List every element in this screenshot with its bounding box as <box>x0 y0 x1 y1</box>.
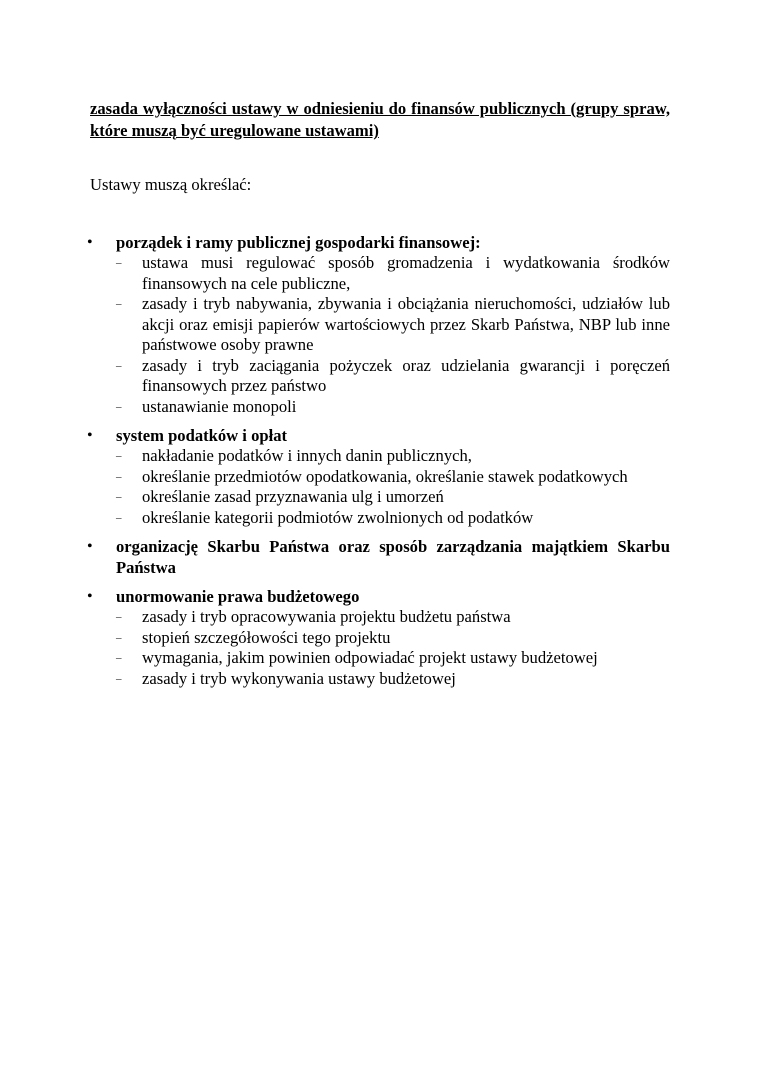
bullet-icon: • <box>87 588 93 605</box>
list-item <box>116 446 670 467</box>
dash-icon: – <box>116 450 122 462</box>
dash-icon: – <box>116 298 122 310</box>
list-item-text: wymagania, jakim powinien odpowiadać projekt ustawy budżetowej <box>142 648 598 667</box>
bullet-icon: • <box>87 538 93 555</box>
list-item-text: określanie przedmiotów opodatkowania, określanie stawek podatkowych <box>142 466 628 486</box>
dash-icon: – <box>116 257 122 269</box>
list-item <box>116 607 670 628</box>
list-item-text: określanie zasad przyznawania ulg i umorzeń <box>142 487 444 506</box>
dash-icon: – <box>116 491 122 503</box>
section-4 <box>0 586 670 689</box>
dash-icon: – <box>116 631 122 644</box>
list-item-text: zasady i tryb opracowywania projektu budżetu państwa <box>142 607 511 626</box>
list-item-text: zasady i tryb nabywania, zbywania i obciążania nieruchomości, udziałów lub akcji oraz emisji papierów wartościowych przez Skarb Państwa, NBP lub inne państwowe osoby prawne <box>142 294 670 354</box>
section-heading: system podatków i opłat <box>116 426 288 445</box>
list-item <box>116 648 670 669</box>
list-item <box>116 669 670 690</box>
list-item <box>116 628 670 649</box>
dash-icon: – <box>116 611 122 623</box>
section-items <box>116 253 670 417</box>
section-heading: porządek i ramy publicznej gospodarki finansowej: <box>116 233 481 252</box>
list-item <box>116 294 670 356</box>
section-3 <box>0 536 670 578</box>
dash-icon: – <box>116 672 122 685</box>
list-item-text: ustawa musi regulować sposób gromadzenia i wydatkowania środków finansowych na cele publiczne, <box>142 253 670 293</box>
dash-icon: – <box>116 400 122 413</box>
section-2 <box>0 425 670 528</box>
sections-list <box>0 232 760 697</box>
section-items <box>116 607 670 689</box>
list-item-text: nakładanie podatków i innych danin publicznych, <box>142 446 472 465</box>
dash-icon: – <box>116 652 122 664</box>
bullet-icon: • <box>87 427 93 444</box>
list-item <box>116 253 670 294</box>
bullet-icon: • <box>87 234 93 251</box>
dash-icon: – <box>116 359 122 372</box>
section-heading: organizację Skarbu Państwa oraz sposób zarządzania majątkiem Skarbu Państwa <box>116 537 670 577</box>
dash-icon: – <box>116 470 122 483</box>
list-item <box>116 508 670 529</box>
document-title: zasada wyłączności ustawy w odniesieniu do finansów publicznych (grupy spraw, które muszą być uregulowane ustawami) <box>90 99 670 140</box>
intro-text: Ustawy muszą określać: <box>90 175 252 194</box>
section-1 <box>0 232 670 417</box>
section-items <box>116 446 670 528</box>
list-item-text: stopień szczegółowości tego projektu <box>142 627 391 647</box>
section-heading: unormowanie prawa budżetowego <box>116 587 360 606</box>
list-item <box>116 356 670 397</box>
list-item-text: zasady i tryb zaciągania pożyczek oraz udzielania gwarancji i poręczeń finansowych przez państwo <box>142 355 670 395</box>
list-item-text: zasady i tryb wykonywania ustawy budżetowej <box>142 668 456 688</box>
list-item-text: określanie kategorii podmiotów zwolnionych od podatków <box>142 507 534 527</box>
dash-icon: – <box>116 511 122 524</box>
list-item <box>116 397 670 418</box>
list-item-text: ustanawianie monopoli <box>142 396 297 416</box>
list-item <box>116 487 670 508</box>
list-item <box>116 467 670 488</box>
